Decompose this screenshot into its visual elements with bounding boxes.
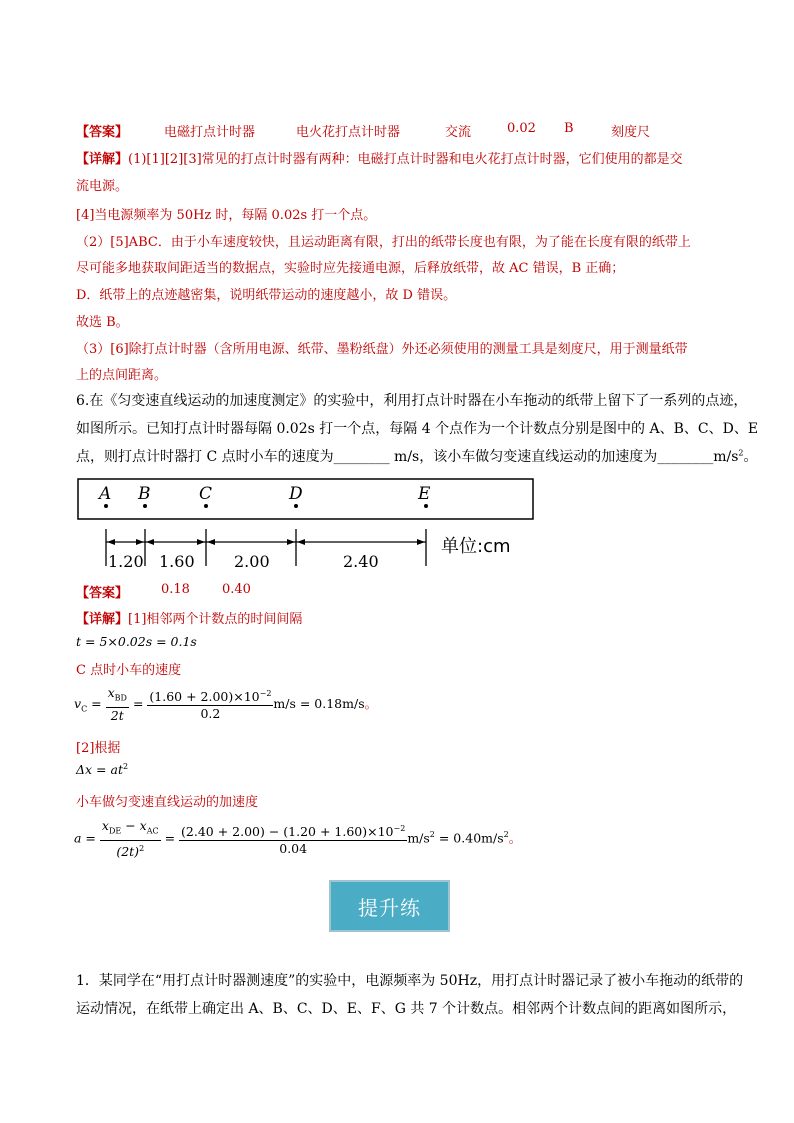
segment-label-bc: 1.60 — [159, 552, 195, 571]
q5-detail-line-8: （3）[6]除打点计时器（含所用电源、纸带、墨粉纸盘）外还必须使用的测量工具是刻度尺，用于测量纸带 — [76, 342, 688, 357]
tape-dot-c — [204, 504, 208, 508]
answer-tag: 【答案】 — [76, 125, 129, 140]
point-label-b: B — [138, 484, 151, 504]
point-label-d: D — [289, 484, 303, 504]
tape-dot-e — [424, 504, 428, 508]
q6-stem-line-1: 6.在《匀变速直线运动的加速度测定》的实验中，利用打点计时器在小车拖动的纸带上留下了一系列的点迹， — [76, 393, 748, 409]
q5-detail-line-6: D．纸带上的点迹越密集，说明纸带运动的速度越小，故 D 错误。 — [76, 288, 457, 303]
section-title-improve: 提升练 — [329, 880, 450, 932]
tape-figure — [70, 474, 540, 574]
q6-answer-line — [76, 582, 128, 601]
equation-time-interval: t = 5×0.02s = 0.1s — [76, 634, 197, 649]
q6-detail-line-3: [2]根据 — [76, 741, 121, 756]
fraction-values-acceleration: $\frac{(2.40 + 2.00) - (1.20 + 1.60)\times 10^{-2}}{0.04}$ — [179, 821, 407, 857]
detail-tag: 【详解】 — [76, 152, 129, 167]
detail-tag: 【详解】 — [76, 612, 129, 627]
q5-answer-item-4: 0.02 — [507, 121, 536, 136]
q5-answer-item-3: 交流 — [445, 125, 472, 140]
q6-answer-item-1: 0.18 — [161, 582, 190, 597]
tape-dot-d — [294, 504, 298, 508]
q6-detail-line-1: 【详解】[1]相邻两个计数点的时间间隔 — [76, 612, 303, 627]
equation-delta-x: $\Delta x = at^2$ — [76, 762, 129, 778]
q5-detail-line-1: 【详解】(1)[1][2][3]常见的打点计时器有两种：电磁打点计时器和电火花打点计时器，它们使用的都是交 — [76, 152, 683, 167]
p1-line-2: 运动情况，在纸带上确定出 A、B、C、D、E、F、G 共 7 个计数点。相邻两个计数点间的距离如图所示， — [76, 1001, 737, 1017]
q6-answer-item-2: 0.40 — [222, 582, 251, 597]
q5-detail-line-2: 流电源。 — [76, 179, 129, 194]
point-label-a: A — [99, 484, 112, 504]
equation-velocity: $v_C$ = $\frac{x_{BD}}{2t}$ = $\frac{(1.60 + 2.00)\times 10^{-2}}{0.2}$ m/s = 0.18m/s。 — [74, 685, 378, 723]
q5-detail-line-9: 上的点间距离。 — [76, 368, 168, 383]
point-label-c: C — [199, 484, 213, 504]
fraction-values-velocity: $\frac{(1.60 + 2.00)\times 10^{-2}}{0.2}$ — [147, 686, 273, 722]
p1-line-1: 1．某同学在“用打点计时器测速度”的实验中，电源频率为 50Hz，用打点计时器记录了被小车拖动的纸带的 — [76, 973, 744, 989]
q5-answer-item-2: 电火花打点计时器 — [296, 125, 401, 140]
segment-label-cd: 2.00 — [234, 552, 270, 571]
q5-answer-line — [76, 121, 128, 140]
q5-detail-line-3: [4]当电源频率为 50Hz 时，每隔 0.02s 打一个点。 — [76, 208, 377, 223]
tape-dot-a — [104, 504, 108, 508]
segment-label-ab: 1.20 — [108, 552, 144, 571]
q6-detail-line-2: C 点时小车的速度 — [76, 663, 182, 678]
equation-acceleration: a = $\frac{x_{DE} - x_{AC}}{(2t)^2}$ = $\frac{(2.40 + 2.00) - (1.20 + 1.60)\times 10^{-2}}{0.04}$ $m/s^2 = 0.40m/s^2$。 — [74, 818, 522, 859]
answer-tag: 【答案】 — [76, 586, 129, 601]
q5-answer-item-1: 电磁打点计时器 — [164, 125, 256, 140]
point-label-e: E — [418, 484, 431, 504]
q6-stem-line-3: 点，则打点计时器打 C 点时小车的速度为________ m/s，该小车做匀变速直线运动的加速度为$\_\_\_\_\_\_\_\_m/s^2$。 — [76, 448, 758, 465]
q6-detail-line-4: 小车做匀变速直线运动的加速度 — [76, 795, 259, 810]
q5-answer-item-5: B — [564, 121, 574, 136]
tape-dot-b — [143, 504, 147, 508]
q5-detail-line-4: （2）[5]ABC．由于小车速度较快，且运动距离有限，打出的纸带长度也有限，为了能在长度有限的纸带上 — [76, 235, 691, 250]
q6-stem-line-2: 如图所示。已知打点计时器每隔 0.02s 打一个点，每隔 4 个点作为一个计数点分别是图中的 A、B、C、D、E — [76, 421, 759, 437]
segment-label-de: 2.40 — [343, 552, 379, 571]
q5-detail-line-5: 尽可能多地获取间距适当的数据点，实验时应先接通电源，后释放纸带，故 AC 错误，B 正确； — [76, 261, 625, 276]
fraction-xde-xac: $\frac{x_{DE} - x_{AC}}{(2t)^2}$ — [101, 818, 159, 859]
fraction-xbd-2t: $\frac{x_{BD}}{2t}$ — [107, 685, 127, 723]
q5-answer-item-6: 刻度尺 — [611, 125, 651, 140]
unit-label: 单位:cm — [441, 536, 511, 557]
q5-detail-line-7: 故选 B。 — [76, 315, 129, 330]
